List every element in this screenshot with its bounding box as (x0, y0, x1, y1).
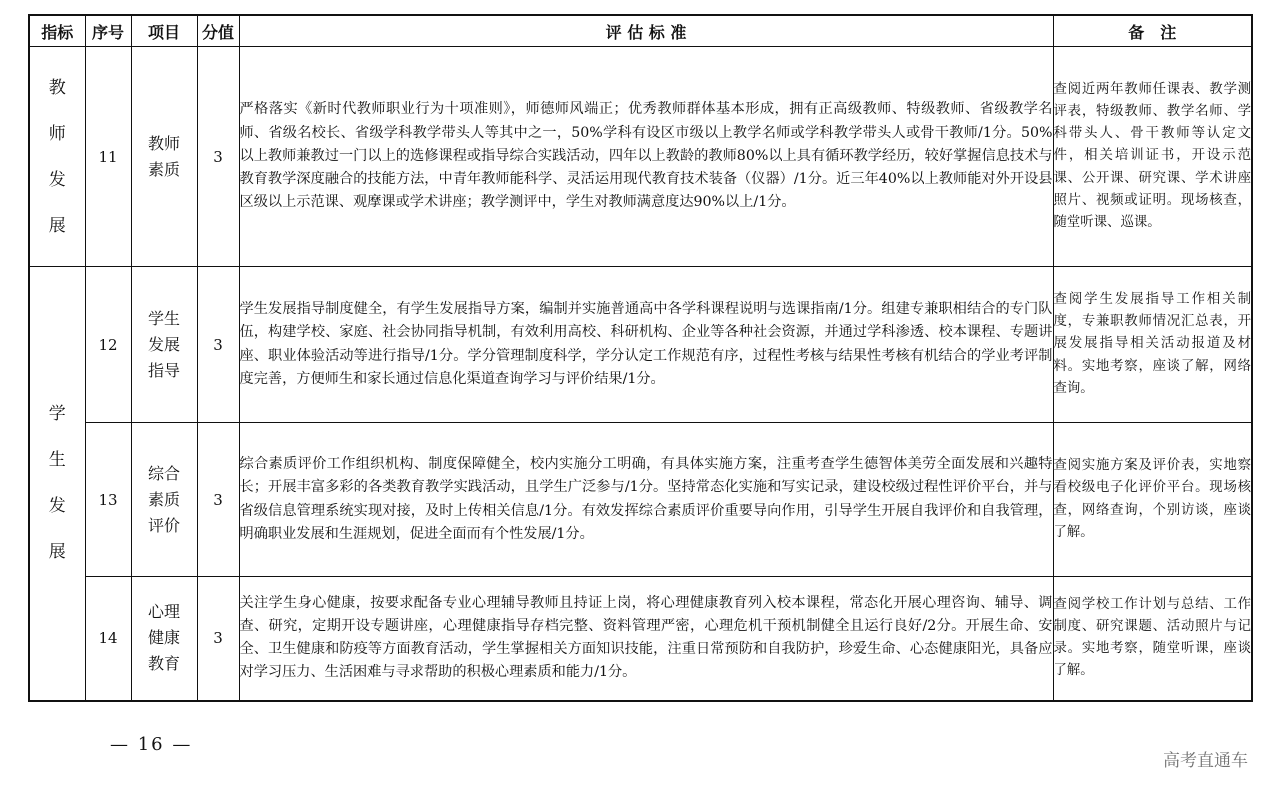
row-standard: 综合素质评价工作组织机构、制度保障健全，校内实施分工明确，有具体实施方案，注重考查学生德智体美劳全面发展和兴趣特长；开展丰富多彩的各类教育教学实践活动，且学生广泛参与/1分。坚持常态化实施和写实记录，建设校级过程性评价平台，并与省级信息管理系统实现对接，及时上传相关信息/1分。有效发挥综合素质评价重要导向作用，引导学生开展自我评价和自我管理，明确职业发展和生涯规划，促进全面而有个性发展/1分。 (239, 423, 1053, 577)
row-item (131, 577, 197, 701)
item-line: 发展 (147, 334, 180, 354)
header-indicator: 指标 (29, 15, 85, 47)
evaluation-criteria-table (28, 14, 1253, 702)
category-teacher-development (29, 47, 85, 267)
row-note: 查阅学校工作计划与总结、工作制度、研究课题、活动照片与记录。实地考察，随堂听课，座谈了解。 (1053, 577, 1252, 701)
evaluation-table-container (28, 14, 1251, 702)
table-row (29, 267, 1252, 423)
item-line: 综合 (147, 463, 180, 483)
category-student-development (29, 267, 85, 701)
category-char: 教 (48, 77, 66, 98)
header-item: 项目 (131, 15, 197, 47)
table-row (29, 577, 1252, 701)
row-note: 查阅实施方案及评价表，实地察看校级电子化评价平台。现场核查，网络查询，个别访谈，座谈了解。 (1053, 423, 1252, 577)
row-standard: 严格落实《新时代教师职业行为十项准则》，师德师风端正；优秀教师群体基本形成，拥有正高级教师、特级教师、省级教学名师、省级名校长、省级学科教学带头人等其中之一，50%学科有设区市级以上教学名师或学科教学带头人或骨干教师/1分。50%以上教师兼教过一门以上的选修课程或指导综合实践活动，四年以上教龄的教师80%以上具有循环教学经历，较好掌握信息技术与教育教学深度融合的技能方法，中青年教师能科学、灵活运用现代教育技术装备（仪器）/1分。近三年40%以上教师能对外开设县区级以上示范课、观摩课或学术讲座；教学测评中，学生对教师满意度达90%以上/1分。 (239, 47, 1053, 267)
page-number: — 16 — (110, 734, 193, 755)
category-char: 发 (48, 169, 66, 190)
row-score: 3 (197, 267, 239, 423)
row-item (131, 47, 197, 267)
item-line: 教师 (147, 133, 180, 153)
row-number: 11 (85, 47, 131, 267)
header-number: 序号 (85, 15, 131, 47)
row-note: 查阅近两年教师任课表、教学测评表，特级教师、教学名师、学科带头人、骨干教师等认定文件，相关培训证书，开设示范课、公开课、研究课、学术讲座照片、视频或证明。现场核查，随堂听课、巡课。 (1053, 47, 1252, 267)
table-row (29, 423, 1252, 577)
category-char: 学 (48, 404, 66, 425)
item-line: 心理 (147, 602, 180, 622)
item-line: 学生 (147, 308, 180, 328)
row-number: 13 (85, 423, 131, 577)
header-score: 分值 (197, 15, 239, 47)
category-char: 发 (48, 496, 66, 517)
category-char: 师 (48, 123, 66, 144)
table-row (29, 47, 1252, 267)
row-standard: 关注学生身心健康，按要求配备专业心理辅导教师且持证上岗，将心理健康教育列入校本课程，常态化开展心理咨询、辅导、调查、研究，定期开设专题讲座，心理健康指导存档完整、资料管理严密，心理危机干预机制健全且运行良好/2分。开展生命、安全、卫生健康和防疫等方面教育活动，学生掌握相关方面知识技能，注重日常预防和自我防护，珍爱生命、心态健康阳光，具备应对学习压力、生活困难与寻求帮助的积极心理素质和能力/1分。 (239, 577, 1053, 701)
row-number: 14 (85, 577, 131, 701)
row-score: 3 (197, 577, 239, 701)
table-header-row (29, 15, 1252, 47)
row-number: 12 (85, 267, 131, 423)
row-score: 3 (197, 423, 239, 577)
item-line: 健康 (147, 628, 180, 648)
header-note: 备 注 (1053, 15, 1252, 47)
item-line: 教育 (147, 654, 180, 674)
header-standard: 评 估 标 准 (239, 15, 1053, 47)
row-score: 3 (197, 47, 239, 267)
row-item (131, 267, 197, 423)
row-item (131, 423, 197, 577)
item-line: 指导 (147, 360, 180, 380)
item-line: 素质 (147, 159, 180, 179)
category-char: 生 (48, 450, 66, 471)
item-line: 评价 (147, 515, 180, 535)
item-line: 素质 (147, 489, 180, 509)
category-char: 展 (48, 542, 66, 563)
row-standard: 学生发展指导制度健全，有学生发展指导方案，编制并实施普通高中各学科课程说明与选课指南/1分。组建专兼职相结合的专门队伍，构建学校、家庭、社会协同指导机制，有效利用高校、科研机构、企业等各种社会资源，并通过学科渗透、校本课程、专题讲座、职业体验活动等进行指导/1分。学分管理制度科学，学分认定工作规范有序，过程性考核与结果性考核有机结合的学业考评制度完善，方便师生和家长通过信息化渠道查询学习与评价结果/1分。 (239, 267, 1053, 423)
row-note: 查阅学生发展指导工作相关制度，专兼职教师情况汇总表，开展发展指导相关活动报道及材料。实地考察，座谈了解，网络查询。 (1053, 267, 1252, 423)
watermark-text: 高考直通车 (1163, 751, 1248, 771)
category-char: 展 (48, 215, 66, 236)
